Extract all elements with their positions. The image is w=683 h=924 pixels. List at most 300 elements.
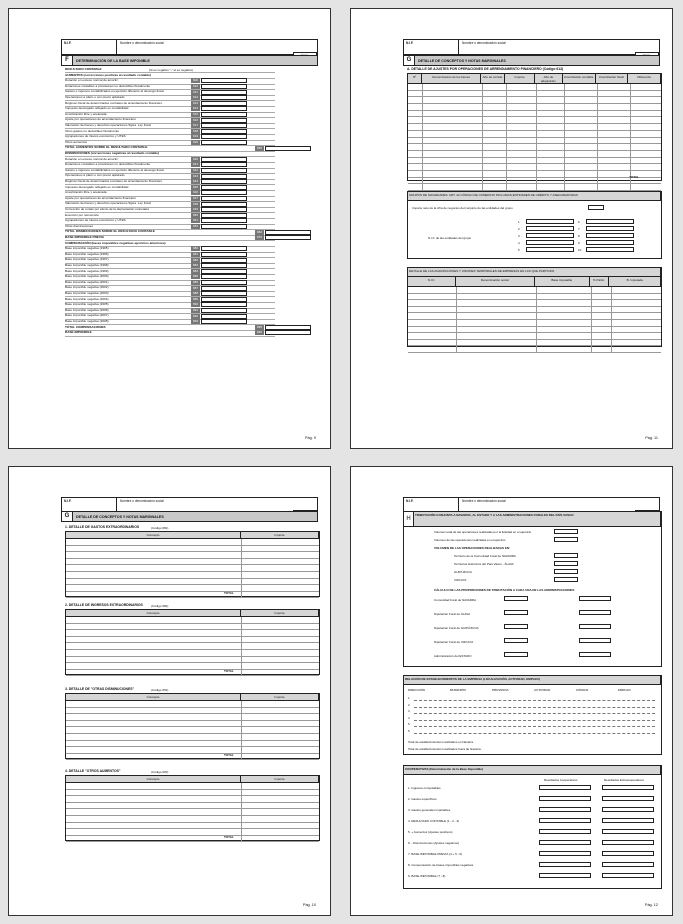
field-code: 619 xyxy=(192,134,198,139)
detail-table-row[interactable] xyxy=(66,539,319,546)
decrease-row: Gastos e ingresos contabilizados en ejercicio diferente al devengo fiscal xyxy=(65,168,275,174)
detail-table-row[interactable] xyxy=(66,617,319,624)
leasing-table-row[interactable] xyxy=(408,158,661,165)
section-title: TRIBUTACIÓN CONJUNTA A NAVARRA, AL ESTADO Y A LAS ADMINISTRACIONES FORALES DEL PAÍS VASCO xyxy=(414,512,661,526)
field-code: 682 xyxy=(192,257,198,262)
leasing-table-row[interactable] xyxy=(408,138,661,145)
ute-col-header: Denominación social xyxy=(456,277,535,286)
leasing-col-header: Nº xyxy=(408,74,422,83)
company-name-field[interactable]: Nombre o denominación social xyxy=(462,41,506,45)
coop-amount-field[interactable] xyxy=(539,840,591,845)
field-code: 693 xyxy=(192,319,198,324)
taxpayer-header xyxy=(61,39,318,55)
coop-amount-field[interactable] xyxy=(539,807,591,812)
amount-field[interactable] xyxy=(201,134,247,139)
field-code: 687 xyxy=(192,285,198,290)
detail-table-row[interactable] xyxy=(66,783,319,790)
field-code: 650 xyxy=(192,212,198,217)
coop-amount-field[interactable] xyxy=(539,796,591,801)
group-entity-nif-field[interactable] xyxy=(586,233,634,238)
leasing-col-header: Año de contrat. xyxy=(481,74,505,83)
increase-row: Dotación en exceso normal de amortiz. xyxy=(65,78,275,84)
establishment-row-line[interactable] xyxy=(414,726,655,727)
establishment-number: 4 xyxy=(408,715,410,720)
detail-total-label: TOTAL xyxy=(224,591,234,595)
detail-table-row[interactable] xyxy=(66,754,319,761)
amount-field[interactable] xyxy=(201,190,247,195)
increase-row: Amortización libre y acelerada xyxy=(65,112,275,118)
field-code: 615 xyxy=(192,112,198,116)
field-code: 691 xyxy=(192,308,198,312)
amount-field[interactable] xyxy=(201,269,247,274)
leasing-table-row[interactable] xyxy=(408,178,661,185)
detail-table-row[interactable] xyxy=(66,559,319,566)
amount-field[interactable] xyxy=(201,274,247,279)
establishment-number: 2 xyxy=(408,702,410,707)
coop-amount-field[interactable] xyxy=(539,818,591,823)
group-entity-nif-field[interactable] xyxy=(526,233,574,238)
amount-field[interactable] xyxy=(201,319,247,324)
proportion-label: Diputación Foral de VIZCAYA xyxy=(434,640,474,644)
detail-block-code: (Código 652) xyxy=(151,687,169,692)
amount-field[interactable] xyxy=(201,291,247,296)
volume-field[interactable] xyxy=(554,561,578,566)
group-companies-box xyxy=(407,191,662,259)
volume-label: Volumen total de las operaciones realizadas por la Entidad en el ejercicio xyxy=(434,530,532,534)
field-code: 616 xyxy=(192,117,198,122)
volume-label: Territorios Históricos del País Vasco - ÁLAVA xyxy=(454,562,514,566)
section-title: DETERMINACIÓN DE LA BASE IMPONIBLE xyxy=(76,58,150,63)
increase-row: Otros aumentos xyxy=(65,140,275,146)
establishment-row-line[interactable] xyxy=(414,707,655,708)
extracoop-amount-field[interactable] xyxy=(602,785,654,790)
field-code: 630 xyxy=(256,145,262,150)
ute-table-row[interactable] xyxy=(408,320,661,327)
amount-col-header: Importe xyxy=(241,610,319,616)
leasing-table xyxy=(407,73,662,181)
field-code: 644 xyxy=(192,179,198,184)
nif-field[interactable]: N.I.F. xyxy=(62,40,117,54)
amount-field[interactable] xyxy=(201,185,247,190)
field-code: 613 xyxy=(192,100,198,105)
establishment-col-empleo: EMPLEO xyxy=(618,688,631,692)
compensation-row: Base imponible negativa (2006) xyxy=(65,308,275,314)
detail-table-row[interactable] xyxy=(66,836,319,843)
group-entity-nif-field[interactable] xyxy=(526,226,574,231)
field-code: 600 xyxy=(192,78,198,83)
field-code: 652 xyxy=(192,224,198,228)
amount-field[interactable] xyxy=(201,308,247,313)
detail-block-code: (Código 620) xyxy=(151,769,169,774)
detail-table-row[interactable] xyxy=(66,809,319,816)
amount-field[interactable] xyxy=(265,230,311,235)
amount-field[interactable] xyxy=(201,123,247,128)
leasing-table-row[interactable] xyxy=(408,111,661,118)
amount-field[interactable] xyxy=(201,90,247,95)
field-code: 610 xyxy=(192,84,198,88)
proportion-label: Administración del ESTADO xyxy=(434,654,472,658)
leasing-col-header: Denominación de los bienes xyxy=(422,74,482,83)
leasing-col-header: Amortización fiscal xyxy=(596,74,629,83)
detail-table-row[interactable] xyxy=(66,585,319,592)
field-code: 611 xyxy=(191,90,200,95)
amount-field[interactable] xyxy=(201,252,247,257)
establishments-outside-label: Total de establecimientos localizados fuera de Navarra. xyxy=(408,747,482,751)
coop-amount-field[interactable] xyxy=(539,829,591,834)
decrease-row: Dotaciones contables a provisiones no deducibles fiscalmente xyxy=(65,162,275,168)
field-code: 612 xyxy=(192,95,198,100)
sign-hint: (Si es negativo "-" el es negativo) xyxy=(149,68,194,72)
detail-table-row[interactable] xyxy=(66,741,319,748)
ute-table-row[interactable] xyxy=(408,307,661,314)
volume-label: Volumen de las operaciones realizadas en el ejercicio xyxy=(434,538,506,542)
increase-row: Operaciones a plazo o con precio aplazado xyxy=(65,95,275,101)
field-code: 684 xyxy=(192,268,198,273)
field-code: 660 xyxy=(256,229,262,234)
establishments-box xyxy=(403,675,662,755)
leasing-table-row[interactable] xyxy=(408,97,661,104)
proportion-result[interactable] xyxy=(579,638,611,643)
amount-field[interactable] xyxy=(201,95,247,100)
nif-field[interactable]: N.I.F. xyxy=(404,40,459,54)
amount-field[interactable] xyxy=(201,168,247,173)
field-code: 651 xyxy=(192,218,198,223)
total-increases: TOTAL AUMENTOS SOBRE EL RESULTADO CONTABLE xyxy=(65,145,275,151)
compensation-row: Base imponible negativa (2007) xyxy=(65,313,275,319)
compensation-row: Base imponible negativa (1997) xyxy=(65,257,275,263)
amount-field[interactable] xyxy=(201,179,247,184)
field-code: 686 xyxy=(192,280,198,284)
amount-field[interactable] xyxy=(265,146,311,151)
nif-field[interactable]: N.I.F. xyxy=(62,498,117,512)
detail-table-row[interactable] xyxy=(66,790,319,797)
decrease-row: Régimen fiscal de determinados contratos de arrendamiento financiero xyxy=(65,179,275,185)
amount-field[interactable] xyxy=(201,286,247,291)
amount-field[interactable] xyxy=(201,207,247,212)
detail-table-row[interactable] xyxy=(66,701,319,708)
compensation-row: Base imponible negativa (1998) xyxy=(65,263,275,269)
proportion-numerator[interactable] xyxy=(504,596,528,601)
ute-col-header: N.I.F. xyxy=(408,277,456,286)
leasing-table-row[interactable] xyxy=(408,104,661,111)
amount-field[interactable] xyxy=(201,258,247,263)
amount-field[interactable] xyxy=(265,330,311,335)
amount-field[interactable] xyxy=(201,280,247,285)
extracoop-amount-field[interactable] xyxy=(602,807,654,812)
coop-row-label: 9. BASE IMPONIBLE (7 - 8) xyxy=(408,874,446,878)
amount-field[interactable] xyxy=(201,218,247,223)
page-number: Pág. 12 xyxy=(644,903,658,907)
group-entity-nif-field[interactable] xyxy=(586,240,634,245)
group-entity-nif-field[interactable] xyxy=(586,219,634,224)
group-entity-nif-field[interactable] xyxy=(586,247,634,252)
ute-table-row[interactable] xyxy=(408,333,661,340)
ute-table-row[interactable] xyxy=(408,300,661,307)
compensation-row: Base imponible negativa (1995) xyxy=(65,246,275,252)
detail-table-row[interactable] xyxy=(66,829,319,836)
amount-col-header: Importe xyxy=(241,532,319,538)
detail-block-code: (Código 681) xyxy=(151,525,169,530)
company-name-field[interactable]: Nombre o denominación social xyxy=(120,499,164,503)
amount-field[interactable] xyxy=(201,162,247,167)
amount-field[interactable] xyxy=(201,140,247,145)
compensation-row: Base imponible negativa (2005) xyxy=(65,302,275,308)
amount-field[interactable] xyxy=(201,78,247,83)
proportion-label: Diputación Foral de GUIPÚZCOA xyxy=(434,626,479,630)
cooperatives-title: COOPERATIVAS (Determinación de la Base Imponible) xyxy=(404,766,661,774)
detail-table xyxy=(65,531,320,597)
detail-table-row[interactable] xyxy=(66,803,319,810)
ute-table-row[interactable] xyxy=(408,327,661,334)
detail-table-row[interactable] xyxy=(66,734,319,741)
amount-field[interactable] xyxy=(201,246,247,251)
amount-field[interactable] xyxy=(201,112,247,117)
volume-field[interactable] xyxy=(554,529,578,534)
result-label: RESULTADO CONTABLE xyxy=(65,67,275,73)
leasing-detail-title: A. DETALLE DE AJUSTES POR OPERACIONES DE ARRENDAMIENTO FINANCIERO (Código 613) xyxy=(407,67,564,71)
proportion-result[interactable] xyxy=(579,610,611,615)
leasing-table-row[interactable] xyxy=(408,171,661,178)
ute-table-row[interactable] xyxy=(408,294,661,301)
establishment-row-line[interactable] xyxy=(414,720,655,721)
amount-field[interactable] xyxy=(201,213,247,218)
field-code: 681 xyxy=(192,252,198,256)
increase-row: Impuesto devengado reflejado en contabilidad xyxy=(65,106,275,112)
amount-field[interactable] xyxy=(201,263,247,268)
establishment-col-actividad: ACTIVIDAD xyxy=(534,688,551,692)
base-imponible: BASE IMPONIBLE xyxy=(65,330,275,336)
coop-amount-field[interactable] xyxy=(539,851,591,856)
detail-table-row[interactable] xyxy=(66,796,319,803)
increase-row: Dotaciones contables a provisiones no deducibles fiscalmente xyxy=(65,84,275,90)
group-entity-nif-field[interactable] xyxy=(526,219,574,224)
group-entity-nif-field[interactable] xyxy=(526,240,574,245)
group-entity-nif-field[interactable] xyxy=(526,247,574,252)
field-code: 649 xyxy=(192,207,198,212)
group-entity-number: 7 xyxy=(578,227,580,231)
decrease-row: Amortización libre y acelerada xyxy=(65,190,275,196)
establishment-row-line[interactable] xyxy=(414,733,655,734)
nif-field[interactable]: N.I.F. xyxy=(404,498,459,512)
coop-row-label: 4. RESULTADO CONTABLE (1 - 2 - 3) xyxy=(408,819,460,823)
field-code: 647 xyxy=(192,196,198,200)
group-title: GRUPOS DE SOCIEDADES. ART. 42 CÓDIGO DE COMERCIO INCLUIDAS ENTIDADES DE CRÉDITO Y ASEGURADORAS xyxy=(408,192,661,200)
amount-field[interactable] xyxy=(201,101,247,106)
volume-label: VOLUMEN DE LAS OPERACIONES REALIZADAS EN: xyxy=(434,546,511,550)
establishment-row-line[interactable] xyxy=(414,713,655,714)
extracoop-amount-field[interactable] xyxy=(602,873,654,878)
detail-table-row[interactable] xyxy=(66,721,319,728)
detail-table-row[interactable] xyxy=(66,670,319,677)
amount-field[interactable] xyxy=(201,314,247,319)
company-name-field[interactable]: Nombre o denominación social xyxy=(462,499,506,503)
amount-field[interactable] xyxy=(201,297,247,302)
detail-table-row[interactable] xyxy=(66,624,319,631)
form-page-detalle-conceptos xyxy=(350,8,673,449)
amount-field[interactable] xyxy=(265,235,311,240)
page-number: Pág. 11 xyxy=(645,436,658,440)
establishment-row-line[interactable] xyxy=(414,700,655,701)
detail-table-row[interactable] xyxy=(66,663,319,670)
detail-table-row[interactable] xyxy=(66,552,319,559)
detail-table-row[interactable] xyxy=(66,708,319,715)
detail-table-row[interactable] xyxy=(66,643,319,650)
base-previa: BASE IMPONIBLE PREVIA xyxy=(65,235,275,241)
extracoop-amount-field[interactable] xyxy=(602,829,654,834)
proportion-label: Comunidad Foral de NAVARRA xyxy=(434,598,477,602)
decrease-row: Agrupaciones de interés económico y UTES xyxy=(65,218,275,224)
proportion-numerator[interactable] xyxy=(504,652,528,657)
section-title: DETALLE DE CONCEPTOS Y NOTAS MARGINALES xyxy=(76,514,164,519)
establishments-navarra-label: Total de establecimientos localizados en Navarra. xyxy=(408,740,474,744)
coop-row-label: 6. - Disminuciones (Ajustes negativos) xyxy=(408,841,460,845)
detail-table-row[interactable] xyxy=(66,637,319,644)
decrease-row: Otras disminuciones xyxy=(65,224,275,230)
detail-table-row[interactable] xyxy=(66,823,319,830)
concept-col-header: Concepto xyxy=(66,694,241,700)
extracoop-amount-field[interactable] xyxy=(602,796,654,801)
proportion-result[interactable] xyxy=(579,596,611,601)
field-code: 680 xyxy=(192,246,198,251)
detail-table-row[interactable] xyxy=(66,727,319,734)
extracoop-amount-field[interactable] xyxy=(602,818,654,823)
amount-field[interactable] xyxy=(201,84,247,89)
group-entity-nif-field[interactable] xyxy=(586,226,634,231)
detail-table-row[interactable] xyxy=(66,546,319,553)
section-title: DETALLE DE CONCEPTOS Y NOTAS MARGINALES xyxy=(418,58,506,63)
coop-amount-field[interactable] xyxy=(539,862,591,867)
leasing-table-row[interactable] xyxy=(408,131,661,138)
concept-col-header: Concepto xyxy=(66,610,241,616)
page-number: Pág. 9 xyxy=(305,436,316,440)
group-entity-number: 2 xyxy=(518,227,520,231)
coop-amount-field[interactable] xyxy=(539,785,591,790)
section-header-f xyxy=(61,55,318,66)
proportion-numerator[interactable] xyxy=(504,610,528,615)
amount-field[interactable] xyxy=(201,196,247,201)
detail-table-row[interactable] xyxy=(66,816,319,823)
amount-field[interactable] xyxy=(201,302,247,307)
amount-field[interactable] xyxy=(265,325,311,330)
field-code: 690 xyxy=(192,302,198,307)
amount-field[interactable] xyxy=(201,157,247,162)
detail-table-row[interactable] xyxy=(66,572,319,579)
detail-table xyxy=(65,609,320,675)
ute-col-header: Base imputable xyxy=(535,277,590,286)
ute-table-row[interactable] xyxy=(408,313,661,320)
amount-field[interactable] xyxy=(201,129,247,134)
amount-col-header: Importe xyxy=(241,694,319,700)
field-code: 688 xyxy=(192,291,198,296)
proportion-numerator[interactable] xyxy=(504,624,528,629)
leasing-table-row[interactable] xyxy=(408,84,661,91)
extracoop-amount-field[interactable] xyxy=(602,862,654,867)
detail-table-row[interactable] xyxy=(66,579,319,586)
group-turnover-value[interactable] xyxy=(588,205,604,210)
amount-field[interactable] xyxy=(201,174,247,179)
group-entity-number: 8 xyxy=(578,234,580,238)
detail-total-label: TOTAL xyxy=(224,753,234,757)
field-code: 685 xyxy=(192,274,198,279)
cooperatives-box xyxy=(403,765,662,889)
total-decreases: TOTAL DISMINUCIONES SOBRE EL RESULTADO CONTABLE xyxy=(65,229,275,235)
field-code: 642 xyxy=(192,168,198,172)
field-code: 648 xyxy=(192,201,198,206)
proportions-title: CÁLCULO DE LAS PROPORCIONES DE TRIBUTACIÓN A CADA UNA DE LAS ADMINISTRACIONES xyxy=(434,588,575,592)
volume-field[interactable] xyxy=(554,553,578,558)
amount-field[interactable] xyxy=(201,202,247,207)
leasing-table-row[interactable] xyxy=(408,117,661,124)
coop-row-label: 1. Ingresos computables xyxy=(408,786,441,790)
coop-row-label: 5. + Aumentos (Ajustes positivos) xyxy=(408,830,453,834)
company-name-field[interactable]: Nombre o denominación social xyxy=(120,41,164,45)
group-nif-label: N.I.F. de las entidades del grupo xyxy=(428,236,472,240)
form-page-tributacion-conjunta xyxy=(350,466,673,916)
amount-field[interactable] xyxy=(201,118,247,123)
volume-field[interactable] xyxy=(554,537,578,542)
compensation-row: Base imponible negativa (1996) xyxy=(65,252,275,258)
amount-field[interactable] xyxy=(201,224,247,229)
detail-table-row[interactable] xyxy=(66,657,319,664)
proportion-numerator[interactable] xyxy=(504,638,528,643)
volume-field[interactable] xyxy=(554,569,578,574)
extracoop-amount-field[interactable] xyxy=(602,840,654,845)
total-compensations: TOTAL COMPENSACIONES xyxy=(65,325,275,331)
decrease-row: Impuesto devengado reflejado en contabilidad xyxy=(65,185,275,191)
compensation-row: Base imponible negativa (2003) xyxy=(65,291,275,297)
detail-block-title: 1. DETALLE DE GASTOS EXTRAORDINARIOS xyxy=(65,525,140,529)
leasing-table-row[interactable] xyxy=(408,164,661,171)
field-code: 670 xyxy=(256,235,262,240)
proportion-result[interactable] xyxy=(579,624,611,629)
establishment-col-municipio: MUNICIPIO xyxy=(450,688,466,692)
ute-table-row[interactable] xyxy=(408,287,661,294)
amount-field[interactable] xyxy=(201,106,247,111)
leasing-table-row[interactable] xyxy=(408,184,661,191)
establishments-title: RELACIÓN DE ESTABLECIMIENTOS DE LA EMPRESA (LOCALIZACIÓN, ACTIVIDAD, EMPLEO) xyxy=(404,676,661,684)
detail-table-row[interactable] xyxy=(66,565,319,572)
ute-table-row[interactable] xyxy=(408,340,661,347)
extracoop-amount-field[interactable] xyxy=(602,851,654,856)
ute-title: DETALLE DE LAS AGRUPACIONES Y UNIONES TEMPORALES DE EMPRESAS EN LAS QUE PARTICIPA xyxy=(408,268,661,276)
leasing-table-row[interactable] xyxy=(408,124,661,131)
detail-total-label: TOTAL xyxy=(224,669,234,673)
detail-table-row[interactable] xyxy=(66,592,319,599)
leasing-table-row[interactable] xyxy=(408,151,661,158)
detail-table-row[interactable] xyxy=(66,650,319,657)
leasing-total-label: TOTAL xyxy=(629,175,639,179)
coop-amount-field[interactable] xyxy=(539,873,591,878)
leasing-table-row[interactable] xyxy=(408,91,661,98)
detail-table-row[interactable] xyxy=(66,630,319,637)
group-entity-number: 4 xyxy=(518,241,520,245)
leasing-table-row[interactable] xyxy=(408,144,661,151)
detail-total-label: TOTAL xyxy=(224,835,234,839)
field-code: 617 xyxy=(192,123,198,128)
coop-row-label: 8. Compensación de bases imponibles negativas xyxy=(408,863,474,867)
detail-table xyxy=(65,693,320,759)
detail-table-row[interactable] xyxy=(66,714,319,721)
increase-row: Régimen fiscal de determinados contratos de arrendamiento financiero xyxy=(65,101,275,107)
detail-table-row[interactable] xyxy=(66,747,319,754)
field-code: 695 xyxy=(256,324,262,329)
volume-field[interactable] xyxy=(554,577,578,582)
proportion-result[interactable] xyxy=(579,652,611,657)
group-entity-number: 1 xyxy=(518,220,520,224)
page-number: Pág. 10 xyxy=(302,903,316,907)
proportion-label: Diputación Foral de ÁLAVA xyxy=(434,612,471,616)
ute-table-row[interactable] xyxy=(408,346,661,353)
